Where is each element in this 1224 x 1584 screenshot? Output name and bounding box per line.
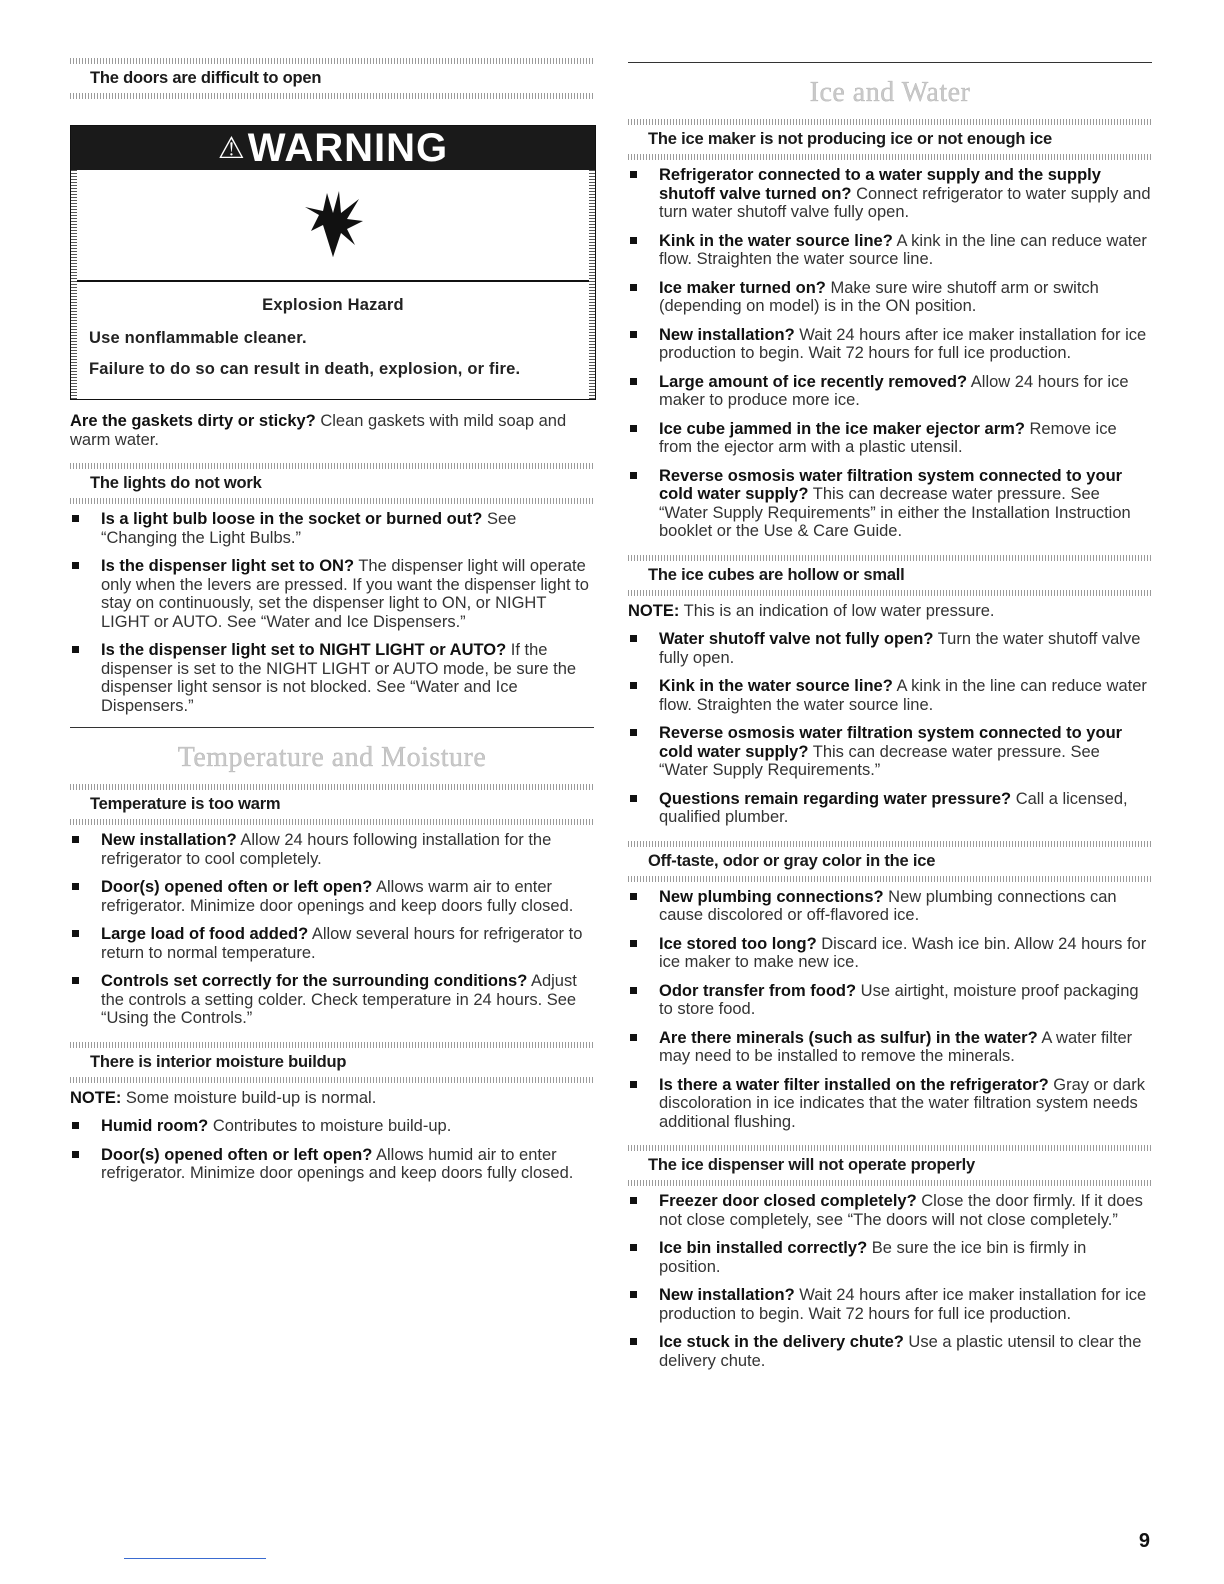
divider [70,819,594,825]
question: Is the dispenser light set to NIGHT LIGHT or AUTO? [101,641,507,659]
list-item [628,166,1152,222]
answer: Turn the water shutoff valve fully open. [659,630,1141,667]
warning-symbol-area [77,170,589,282]
question: Reverse osmosis water filtration system connected to your cold water supply? [659,724,1123,761]
bullet-icon [630,1081,637,1088]
warning-text [71,282,595,399]
list-item [628,326,1152,363]
bullet-icon [630,795,637,802]
explosion-icon [293,185,373,265]
list-item [628,630,1152,667]
offtaste-list [628,888,1152,1132]
warning-subtitle: Explosion Hazard [262,296,404,314]
gaskets-paragraph [70,412,594,449]
bullet-icon [630,1244,637,1251]
list-item [628,467,1152,541]
question: New plumbing connections? [659,887,884,906]
list-item [70,925,594,962]
question: Reverse osmosis water filtration system connected to your cold water supply? [659,466,1123,503]
list-item [628,1333,1152,1370]
answer: Allow 24 hours following installation for the refrigerator to cool completely. [101,831,552,868]
list-item [628,1239,1152,1276]
list-item [628,232,1152,269]
answer: Close the door firmly. If it does not close completely, see “The doors will not close completely.” [659,1192,1143,1229]
hollow-note [628,602,1152,621]
divider [628,154,1152,160]
icemaker-list [628,166,1152,541]
bullet-icon [72,836,79,843]
bullet-icon [630,635,637,642]
question: New installation? [659,1286,795,1304]
answer: Contributes to moisture build-up. [208,1117,452,1135]
question: Ice stuck in the delivery chute? [659,1333,904,1351]
warning-line-1: Use nonflammable cleaner. [89,329,307,347]
warning-line-2: Failure to do so can result in death, explosion, or fire. [89,360,521,378]
answer: Clean gaskets with mild soap and warm water. [70,412,567,449]
bullet-icon [630,378,637,385]
answer: Allows humid air to enter refrigerator. Minimize door openings and keep doors fully closed. [101,1145,574,1182]
divider [628,1180,1152,1186]
bullet-icon [630,284,637,291]
list-item [628,935,1152,972]
bullet-icon [72,1151,79,1158]
section-title-ice-water: Ice and Water [628,62,1152,119]
bullet-icon [630,171,637,178]
list-item [628,1076,1152,1132]
question: Refrigerator connected to a water supply and the supply shutoff valve turned on? [659,166,1101,203]
warning-label: WARNING [247,125,449,170]
bullet-icon [72,646,79,653]
note-label: NOTE: [628,601,680,620]
subsection-title-moisture: There is interior moisture buildup [90,1052,347,1071]
bullet-icon [630,1291,637,1298]
answer: Remove ice from the ejector arm with a plastic utensil. [659,419,1117,456]
list-item [70,641,594,715]
answer: A water filter may need to be installed to remove the minerals. [659,1028,1133,1065]
answer: A kink in the line can reduce water flow. Straighten the water source line. [659,677,1147,714]
question: Are the gaskets dirty or sticky? [70,412,316,430]
list-item [628,420,1152,457]
moisture-list [70,1117,594,1183]
list-item [628,790,1152,827]
question: Door(s) opened often or left open? [101,1145,373,1164]
subsection-title-dispenser: The ice dispenser will not operate properly [648,1156,975,1174]
page-number: 9 [1138,1530,1150,1552]
left-column [70,58,594,1193]
answer: A kink in the line can reduce water flow. Straighten the water source line. [659,231,1147,268]
bullet-icon [630,893,637,900]
section-title-temperature: Temperature and Moisture [70,727,594,784]
question: New installation? [659,325,795,344]
list-item [628,677,1152,714]
question: Ice cube jammed in the ice maker ejector arm? [659,419,1025,438]
list-item [628,1192,1152,1229]
note-label: NOTE: [70,1088,122,1107]
answer: Wait 24 hours after ice maker installation for ice production to begin. Wait 72 hours for full ice production. [659,325,1147,362]
bullet-icon [630,1197,637,1204]
answer: New plumbing connections can cause discolored or off-flavored ice. [659,887,1117,924]
bullet-icon [630,729,637,736]
note-text: This is an indication of low water pressure. [679,601,995,620]
question: Kink in the water source line? [659,677,893,695]
list-item [70,1117,594,1136]
list-item [628,724,1152,780]
divider [628,590,1152,596]
list-item [70,831,594,868]
answer: This can decrease water pressure. See “Water Supply Requirements.” [659,742,1100,779]
warm-list [70,831,594,1028]
subsection-title-offtaste: Off-taste, odor or gray color in the ice [648,851,936,870]
question: Questions remain regarding water pressure? [659,789,1012,808]
answer: Gray or dark discoloration in ice indicates that the water filtration system needs additional flushing. [659,1075,1145,1131]
bullet-icon [72,977,79,984]
bullet-icon [630,1034,637,1041]
divider [70,93,594,99]
hollow-list [628,630,1152,827]
list-item [628,279,1152,316]
question: Freezer door closed completely? [659,1192,917,1210]
answer: Be sure the ice bin is firmly in position. [659,1239,1087,1276]
answer: Allow several hours for refrigerator to return to normal temperature. [101,925,583,962]
divider [628,876,1152,882]
bullet-icon [630,425,637,432]
answer: This can decrease water pressure. See “Water Supply Requirements” in either the Installation Instruction booklet or the Use & Care Guide. [659,485,1131,540]
answer: Discard ice. Wash ice bin. Allow 24 hours for ice maker to make new ice. [659,934,1147,971]
list-item [70,878,594,915]
subsection-title-warm: Temperature is too warm [90,795,281,813]
answer: See “Changing the Light Bulbs.” [101,510,517,547]
subsection-title-lights: The lights do not work [90,474,262,492]
warning-box [70,125,596,400]
answer: If the dispenser is set to the NIGHT LIGHT or AUTO mode, be sure the dispenser light sensor is not blocked. See “Water and Ice Dispensers.” [101,641,577,715]
list-item [70,972,594,1028]
warning-header [71,126,595,170]
bullet-icon [72,930,79,937]
list-item [70,557,594,631]
answer: Call a licensed, qualified plumber. [659,789,1128,826]
question: Controls set correctly for the surrounding conditions? [101,972,528,990]
moisture-note [70,1089,594,1108]
bullet-icon [630,472,637,479]
question: Ice maker turned on? [659,278,826,297]
bullet-icon [72,883,79,890]
question: Is there a water filter installed on the refrigerator? [659,1075,1049,1094]
bullet-icon [72,1122,79,1129]
answer: Make sure wire shutoff arm or switch (depending on model) is in the ON position. [659,278,1099,315]
answer: Allow 24 hours for ice maker to produce more ice. [659,372,1129,409]
question: Large load of food added? [101,925,309,943]
bullet-icon [630,331,637,338]
question: Kink in the water source line? [659,231,893,250]
question: Door(s) opened often or left open? [101,878,373,896]
bullet-icon [630,987,637,994]
warning-triangle-icon: ⚠ [217,131,246,165]
list-item [628,373,1152,410]
list-item [628,1029,1152,1066]
question: Ice stored too long? [659,934,817,953]
list-item [628,888,1152,925]
warning-border [589,170,595,399]
bullet-icon [72,515,79,522]
question: Ice bin installed correctly? [659,1239,868,1257]
bullet-icon [630,237,637,244]
answer: Wait 24 hours after ice maker installation for ice production to begin. Wait 72 hours for full ice production. [659,1286,1147,1323]
answer: Use airtight, moisture proof packaging to store food. [659,981,1139,1018]
subsection-title-doors: The doors are difficult to open [90,69,322,87]
footer-rule [124,1558,266,1559]
answer: The dispenser light will operate only when the levers are pressed. If you want the dispenser light to stay on continuously, set the dispenser light to ON, or NIGHT LIGHT or AUTO. See “Water and Ice Dispensers.” [101,557,589,631]
answer: Adjust the controls a setting colder. Check temperature in 24 hours. See “Using the Controls.” [101,972,577,1027]
note-text: Some moisture build-up is normal. [121,1088,377,1107]
list-item [70,1146,594,1183]
question: Large amount of ice recently removed? [659,372,968,391]
question: Are there minerals (such as sulfur) in the water? [659,1028,1038,1047]
list-item [628,1286,1152,1323]
divider [70,1077,594,1083]
bullet-icon [630,682,637,689]
bullet-icon [630,1338,637,1345]
question: New installation? [101,831,237,849]
list-item [70,510,594,547]
bullet-icon [72,562,79,569]
question: Humid room? [101,1117,209,1135]
dispenser-list [628,1192,1152,1370]
question: Odor transfer from food? [659,981,857,1000]
divider [70,498,594,504]
list-item [628,982,1152,1019]
subsection-title-hollow: The ice cubes are hollow or small [648,565,905,584]
answer: Connect refrigerator to water supply and turn water shutoff valve fully open. [659,184,1151,221]
question: Is a light bulb loose in the socket or burned out? [101,510,483,528]
question: Water shutoff valve not fully open? [659,630,934,648]
question: Is the dispenser light set to ON? [101,557,355,575]
answer: Use a plastic utensil to clear the delivery chute. [659,1333,1142,1370]
warning-border [71,170,77,399]
subsection-title-icemaker: The ice maker is not producing ice or not enough ice [648,130,1053,148]
bullet-icon [630,940,637,947]
right-column [628,58,1152,1380]
lights-list [70,510,594,715]
answer: Allows warm air to enter refrigerator. Minimize door openings and keep doors fully closed. [101,878,574,915]
